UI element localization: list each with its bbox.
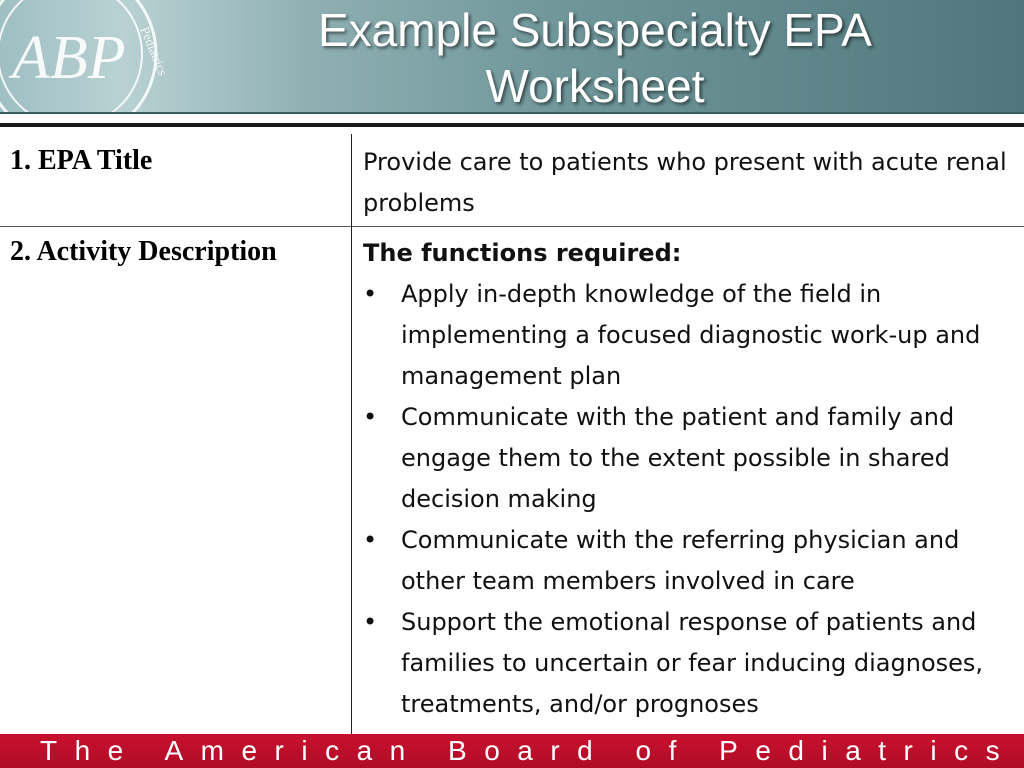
activity-description-label: 2. Activity Description (10, 236, 277, 267)
table-column-divider (351, 134, 352, 768)
list-item-text: Apply in-depth knowledge of the field in implementing a focused diagnostic work-up and management plan (401, 280, 981, 390)
functions-list (363, 274, 1013, 725)
epa-title-label: 1. EPA Title (10, 145, 153, 176)
bullet-icon: • (363, 403, 378, 431)
list-item-text: Communicate with the referring physician and other team members involved in care (401, 526, 960, 595)
list-item (363, 397, 1013, 520)
footer-organization-name: The American Board of Pediatrics (40, 735, 1018, 766)
title-line-1: Example Subspecialty EPA (318, 4, 872, 56)
title-line-2: Worksheet (485, 60, 705, 112)
title-banner (0, 0, 1024, 114)
table-row-divider (0, 226, 1024, 227)
footer-banner (0, 734, 1024, 768)
bullet-icon: • (363, 280, 378, 308)
activity-description-value (363, 233, 1013, 725)
page-title (200, 2, 990, 114)
bullet-icon: • (363, 526, 378, 554)
bullet-icon: • (363, 608, 378, 636)
list-item-text: Communicate with the patient and family and engage them to the extent possible in shared decision making (401, 403, 955, 513)
epa-title-value: Provide care to patients who present with acute renal problems (363, 148, 1007, 217)
svg-text:ABP: ABP (12, 24, 126, 92)
list-item-text: Support the emotional response of patients and families to uncertain or fear inducing diagnoses, treatments, and/or prognoses (401, 608, 984, 718)
table-top-rule (0, 123, 1024, 127)
svg-text:Pediatrics: Pediatrics (137, 24, 171, 78)
list-item (363, 274, 1013, 397)
list-item (363, 602, 1013, 725)
header-divider (0, 112, 1024, 114)
abp-seal-logo (0, 0, 175, 114)
list-item (363, 520, 1013, 602)
functions-heading: The functions required: (363, 239, 682, 267)
